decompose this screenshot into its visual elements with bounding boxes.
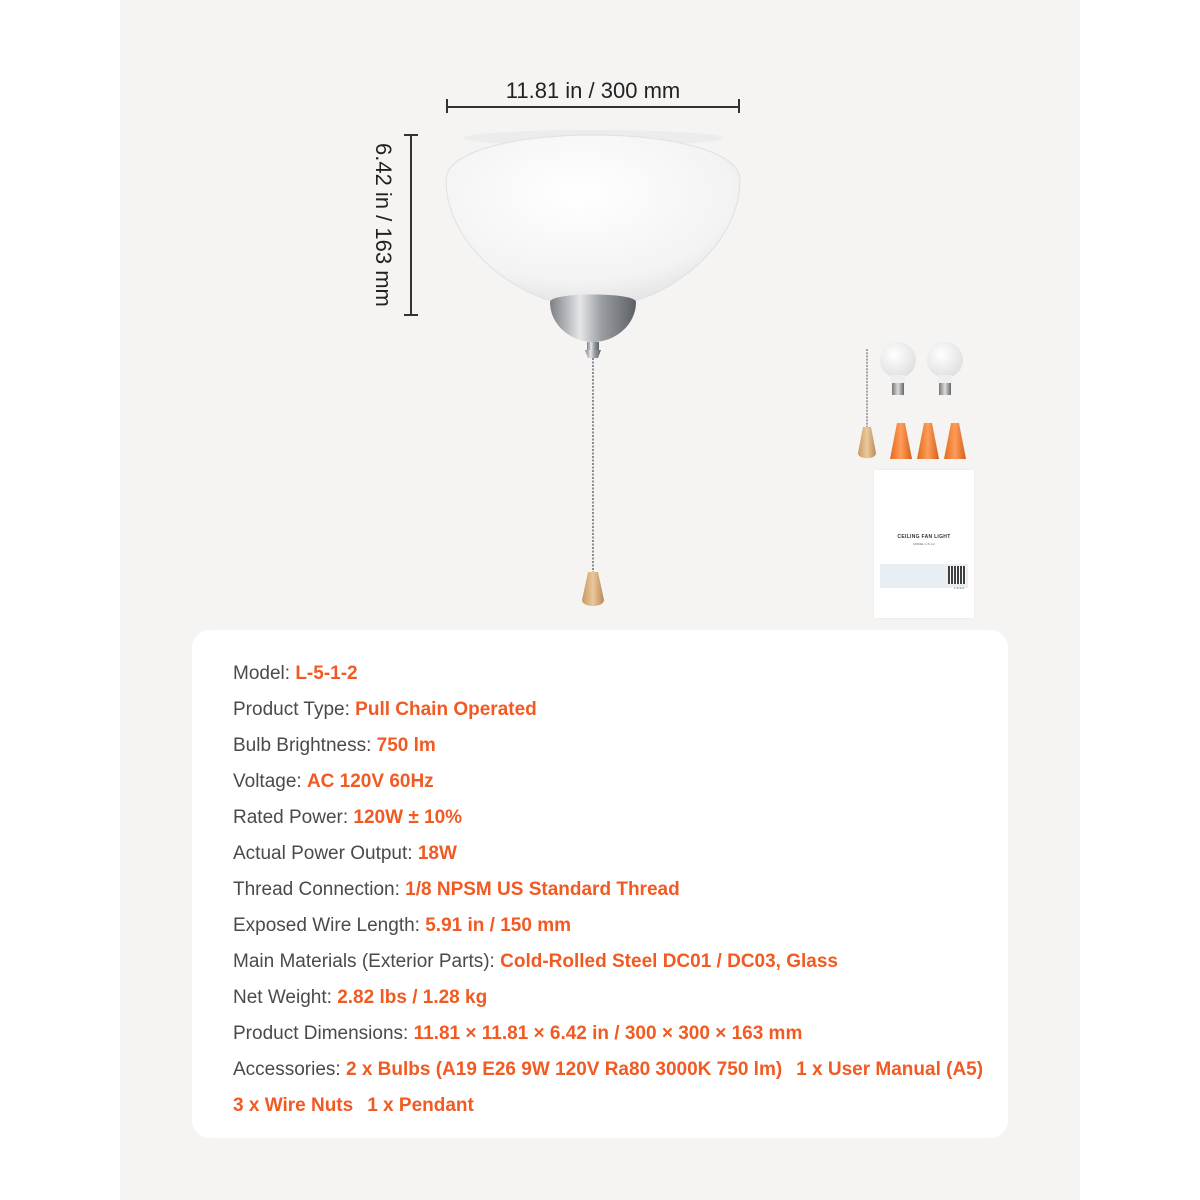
metal-finial bbox=[550, 295, 636, 359]
spec-label: Exposed Wire Length: bbox=[233, 915, 420, 936]
specifications-card bbox=[192, 630, 1008, 1138]
spec-label: Product Type: bbox=[233, 699, 350, 720]
bulb-2 bbox=[927, 342, 963, 395]
spec-label: Main Materials (Exterior Parts): bbox=[233, 951, 495, 972]
width-dimension-cap-left bbox=[446, 99, 448, 113]
accessory-item: 1 x Pendant bbox=[367, 1095, 474, 1116]
accessory-item: 2 x Bulbs (A19 E26 9W 120V Ra80 3000K 750 lm) bbox=[345, 1059, 783, 1080]
spec-row-voltage bbox=[233, 764, 993, 800]
width-dimension-line bbox=[446, 106, 740, 108]
spec-row-main-materials bbox=[233, 944, 993, 980]
spec-row-exposed-wire-length bbox=[233, 908, 993, 944]
spec-label: Actual Power Output: bbox=[233, 843, 413, 864]
specifications-list bbox=[233, 656, 993, 1124]
spec-row-model bbox=[233, 656, 993, 692]
spec-value: Pull Chain Operated bbox=[355, 699, 537, 720]
spec-row-net-weight bbox=[233, 980, 993, 1016]
spec-label: Model: bbox=[233, 663, 291, 684]
spec-label: Voltage: bbox=[233, 771, 302, 792]
spec-row-accessories-continued bbox=[233, 1088, 993, 1124]
spec-value: AC 120V 60Hz bbox=[306, 771, 434, 792]
spec-value: 1/8 NPSM US Standard Thread bbox=[405, 879, 680, 900]
spec-row-thread-connection bbox=[233, 872, 993, 908]
spec-value: 750 lm bbox=[376, 735, 436, 756]
spec-row-product-type bbox=[233, 692, 993, 728]
accessory-item: 3 x Wire Nuts bbox=[233, 1095, 354, 1116]
spec-value: 11.81 × 11.81 × 6.42 in / 300 × 300 × 163 mm bbox=[413, 1023, 803, 1044]
qr-code-icon bbox=[948, 566, 966, 584]
height-dimension-cap-bottom bbox=[404, 314, 418, 316]
manual-code: L-5-1-2 bbox=[954, 586, 964, 590]
bulb-1 bbox=[880, 342, 916, 395]
accessory-item: 1 x User Manual (A5) bbox=[796, 1059, 984, 1080]
height-dimension-label: 6.42 in / 163 mm bbox=[371, 143, 396, 307]
glass-globe bbox=[446, 130, 740, 302]
spec-label: Product Dimensions: bbox=[233, 1023, 409, 1044]
pendant-chain-accessory bbox=[858, 349, 876, 458]
spec-label: Bulb Brightness: bbox=[233, 735, 372, 756]
width-dimension bbox=[446, 70, 740, 120]
spec-value: 18W bbox=[417, 843, 457, 864]
spec-label: Net Weight: bbox=[233, 987, 332, 1008]
manual-model: MODEL:L-5-1-2 bbox=[913, 542, 935, 546]
width-dimension-label: 11.81 in / 300 mm bbox=[505, 78, 681, 103]
height-dimension-line bbox=[410, 134, 412, 316]
manual-title: CEILING FAN LIGHT bbox=[897, 534, 951, 540]
spec-row-accessories bbox=[233, 1052, 993, 1088]
height-dimension bbox=[360, 134, 420, 316]
spec-value: 120W ± 10% bbox=[353, 807, 463, 828]
spec-value: Cold-Rolled Steel DC01 / DC03, Glass bbox=[500, 951, 838, 972]
width-dimension-cap-right bbox=[738, 99, 740, 113]
spec-value: 5.91 in / 150 mm bbox=[425, 915, 571, 936]
spec-value: L-5-1-2 bbox=[295, 663, 358, 684]
spec-value: 2.82 lbs / 1.28 kg bbox=[337, 987, 488, 1008]
spec-row-actual-power-output bbox=[233, 836, 993, 872]
spec-row-product-dimensions bbox=[233, 1016, 993, 1052]
spec-row-rated-power bbox=[233, 800, 993, 836]
user-manual-booklet bbox=[874, 470, 974, 618]
accessories-illustration bbox=[850, 335, 980, 465]
spec-row-bulb-brightness bbox=[233, 728, 993, 764]
wooden-pendant bbox=[582, 572, 604, 606]
product-image bbox=[120, 0, 1080, 1200]
wire-nuts bbox=[890, 423, 966, 459]
spec-label: Rated Power: bbox=[233, 807, 349, 828]
ceiling-fan-light-illustration bbox=[440, 130, 750, 620]
height-dimension-cap-top bbox=[404, 134, 418, 136]
spec-label: Accessories: bbox=[233, 1059, 341, 1080]
spec-label: Thread Connection: bbox=[233, 879, 400, 900]
